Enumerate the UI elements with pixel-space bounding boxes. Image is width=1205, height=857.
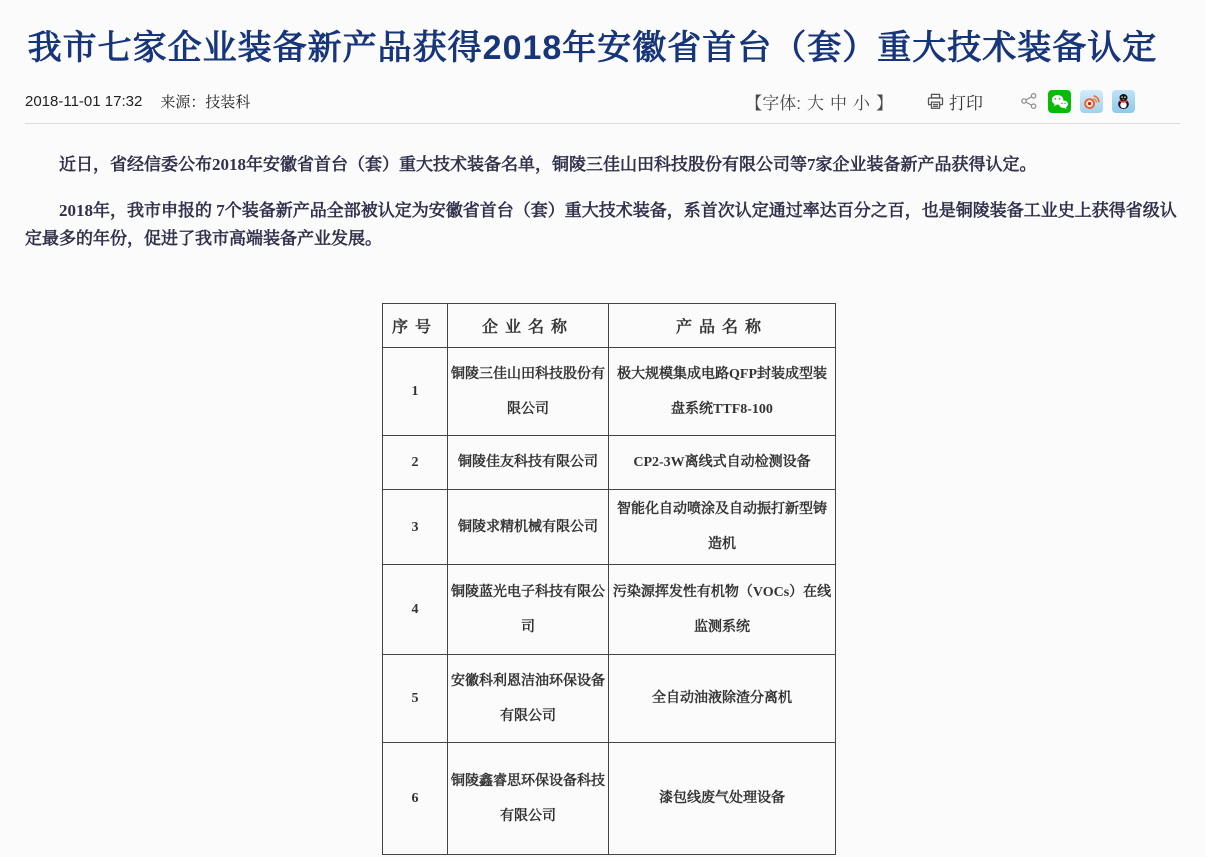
table-row <box>383 655 836 743</box>
column-header-company: 企业名称 <box>448 304 609 348</box>
company-cell: 铜陵佳友科技有限公司 <box>448 436 609 490</box>
company-cell: 铜陵求精机械有限公司 <box>448 490 609 565</box>
table-row <box>383 436 836 490</box>
row-number-cell: 2 <box>383 436 448 490</box>
table-row <box>383 348 836 436</box>
font-size-medium-button[interactable]: 中 <box>830 93 847 113</box>
table-row <box>383 490 836 565</box>
print-button[interactable] <box>927 89 983 114</box>
qq-share-button[interactable] <box>1112 90 1135 113</box>
product-cell: 漆包线废气处理设备 <box>609 743 836 855</box>
paragraph: 近日，省经信委公布2018年安徽省首台（套）重大技术装备名单，铜陵三佳山田科技股份有限公司等7家企业装备新产品获得认定。 <box>59 155 1037 174</box>
meta-info <box>25 91 250 112</box>
font-size-small-button[interactable]: 小 <box>853 93 870 113</box>
share-icon <box>1019 91 1039 111</box>
header-divider <box>25 123 1180 124</box>
table-row <box>383 565 836 655</box>
column-header-product: 产品名称 <box>609 304 836 348</box>
company-cell: 铜陵三佳山田科技股份有限公司 <box>448 348 609 436</box>
print-label: 打印 <box>949 93 983 113</box>
table-row <box>383 743 836 855</box>
row-number-cell: 3 <box>383 490 448 565</box>
award-table <box>382 303 836 855</box>
row-number-cell: 4 <box>383 565 448 655</box>
product-cell: 全自动油液除渣分离机 <box>609 655 836 743</box>
product-cell: CP2-3W离线式自动检测设备 <box>609 436 836 490</box>
award-table-wrapper <box>382 303 1180 855</box>
wechat-share-button[interactable] <box>1048 90 1071 113</box>
paragraph: 2018年，我市申报的 7个装备新产品全部被认定为安徽省首台（套）重大技术装备，系首次认定通过率达百分之百，也是铜陵装备工业史上获得省级认定最多的年份，促进了我市高端装备产业发展。 <box>25 201 1177 248</box>
product-cell: 智能化自动喷涂及自动振打新型铸造机 <box>609 490 836 565</box>
share-toolbar <box>1019 90 1135 113</box>
font-size-control <box>745 89 893 114</box>
weibo-share-button[interactable] <box>1080 90 1103 113</box>
wechat-icon <box>1049 91 1070 112</box>
qq-icon <box>1113 91 1134 112</box>
article-body <box>0 151 1205 855</box>
row-number-cell: 6 <box>383 743 448 855</box>
meta-row <box>25 88 1135 114</box>
page-title: 我市七家企业装备新产品获得2018年安徽省首台（套）重大技术装备认定 <box>27 29 1158 67</box>
font-control-suffix: 】 <box>876 93 893 113</box>
column-header-no: 序号 <box>383 304 448 348</box>
article-header <box>0 16 1205 124</box>
weibo-icon <box>1081 91 1102 112</box>
article-source: 来源：技装科 <box>160 93 251 111</box>
meta-tools <box>745 89 1135 114</box>
font-size-large-button[interactable]: 大 <box>807 93 824 113</box>
font-control-prefix: 【字体: <box>745 93 801 113</box>
product-cell: 污染源挥发性有机物（VOCs）在线监测系统 <box>609 565 836 655</box>
publish-date: 2018-11-01 17:32 <box>25 92 143 110</box>
product-cell: 极大规模集成电路QFP封装成型装盘系统TTF8-100 <box>609 348 836 436</box>
share-button[interactable] <box>1019 91 1039 111</box>
company-cell: 安徽科利恩洁油环保设备有限公司 <box>448 655 609 743</box>
row-number-cell: 5 <box>383 655 448 743</box>
company-cell: 铜陵鑫睿思环保设备科技有限公司 <box>448 743 609 855</box>
printer-icon <box>927 93 944 110</box>
row-number-cell: 1 <box>383 348 448 436</box>
company-cell: 铜陵蓝光电子科技有限公司 <box>448 565 609 655</box>
table-header-row <box>383 304 836 348</box>
